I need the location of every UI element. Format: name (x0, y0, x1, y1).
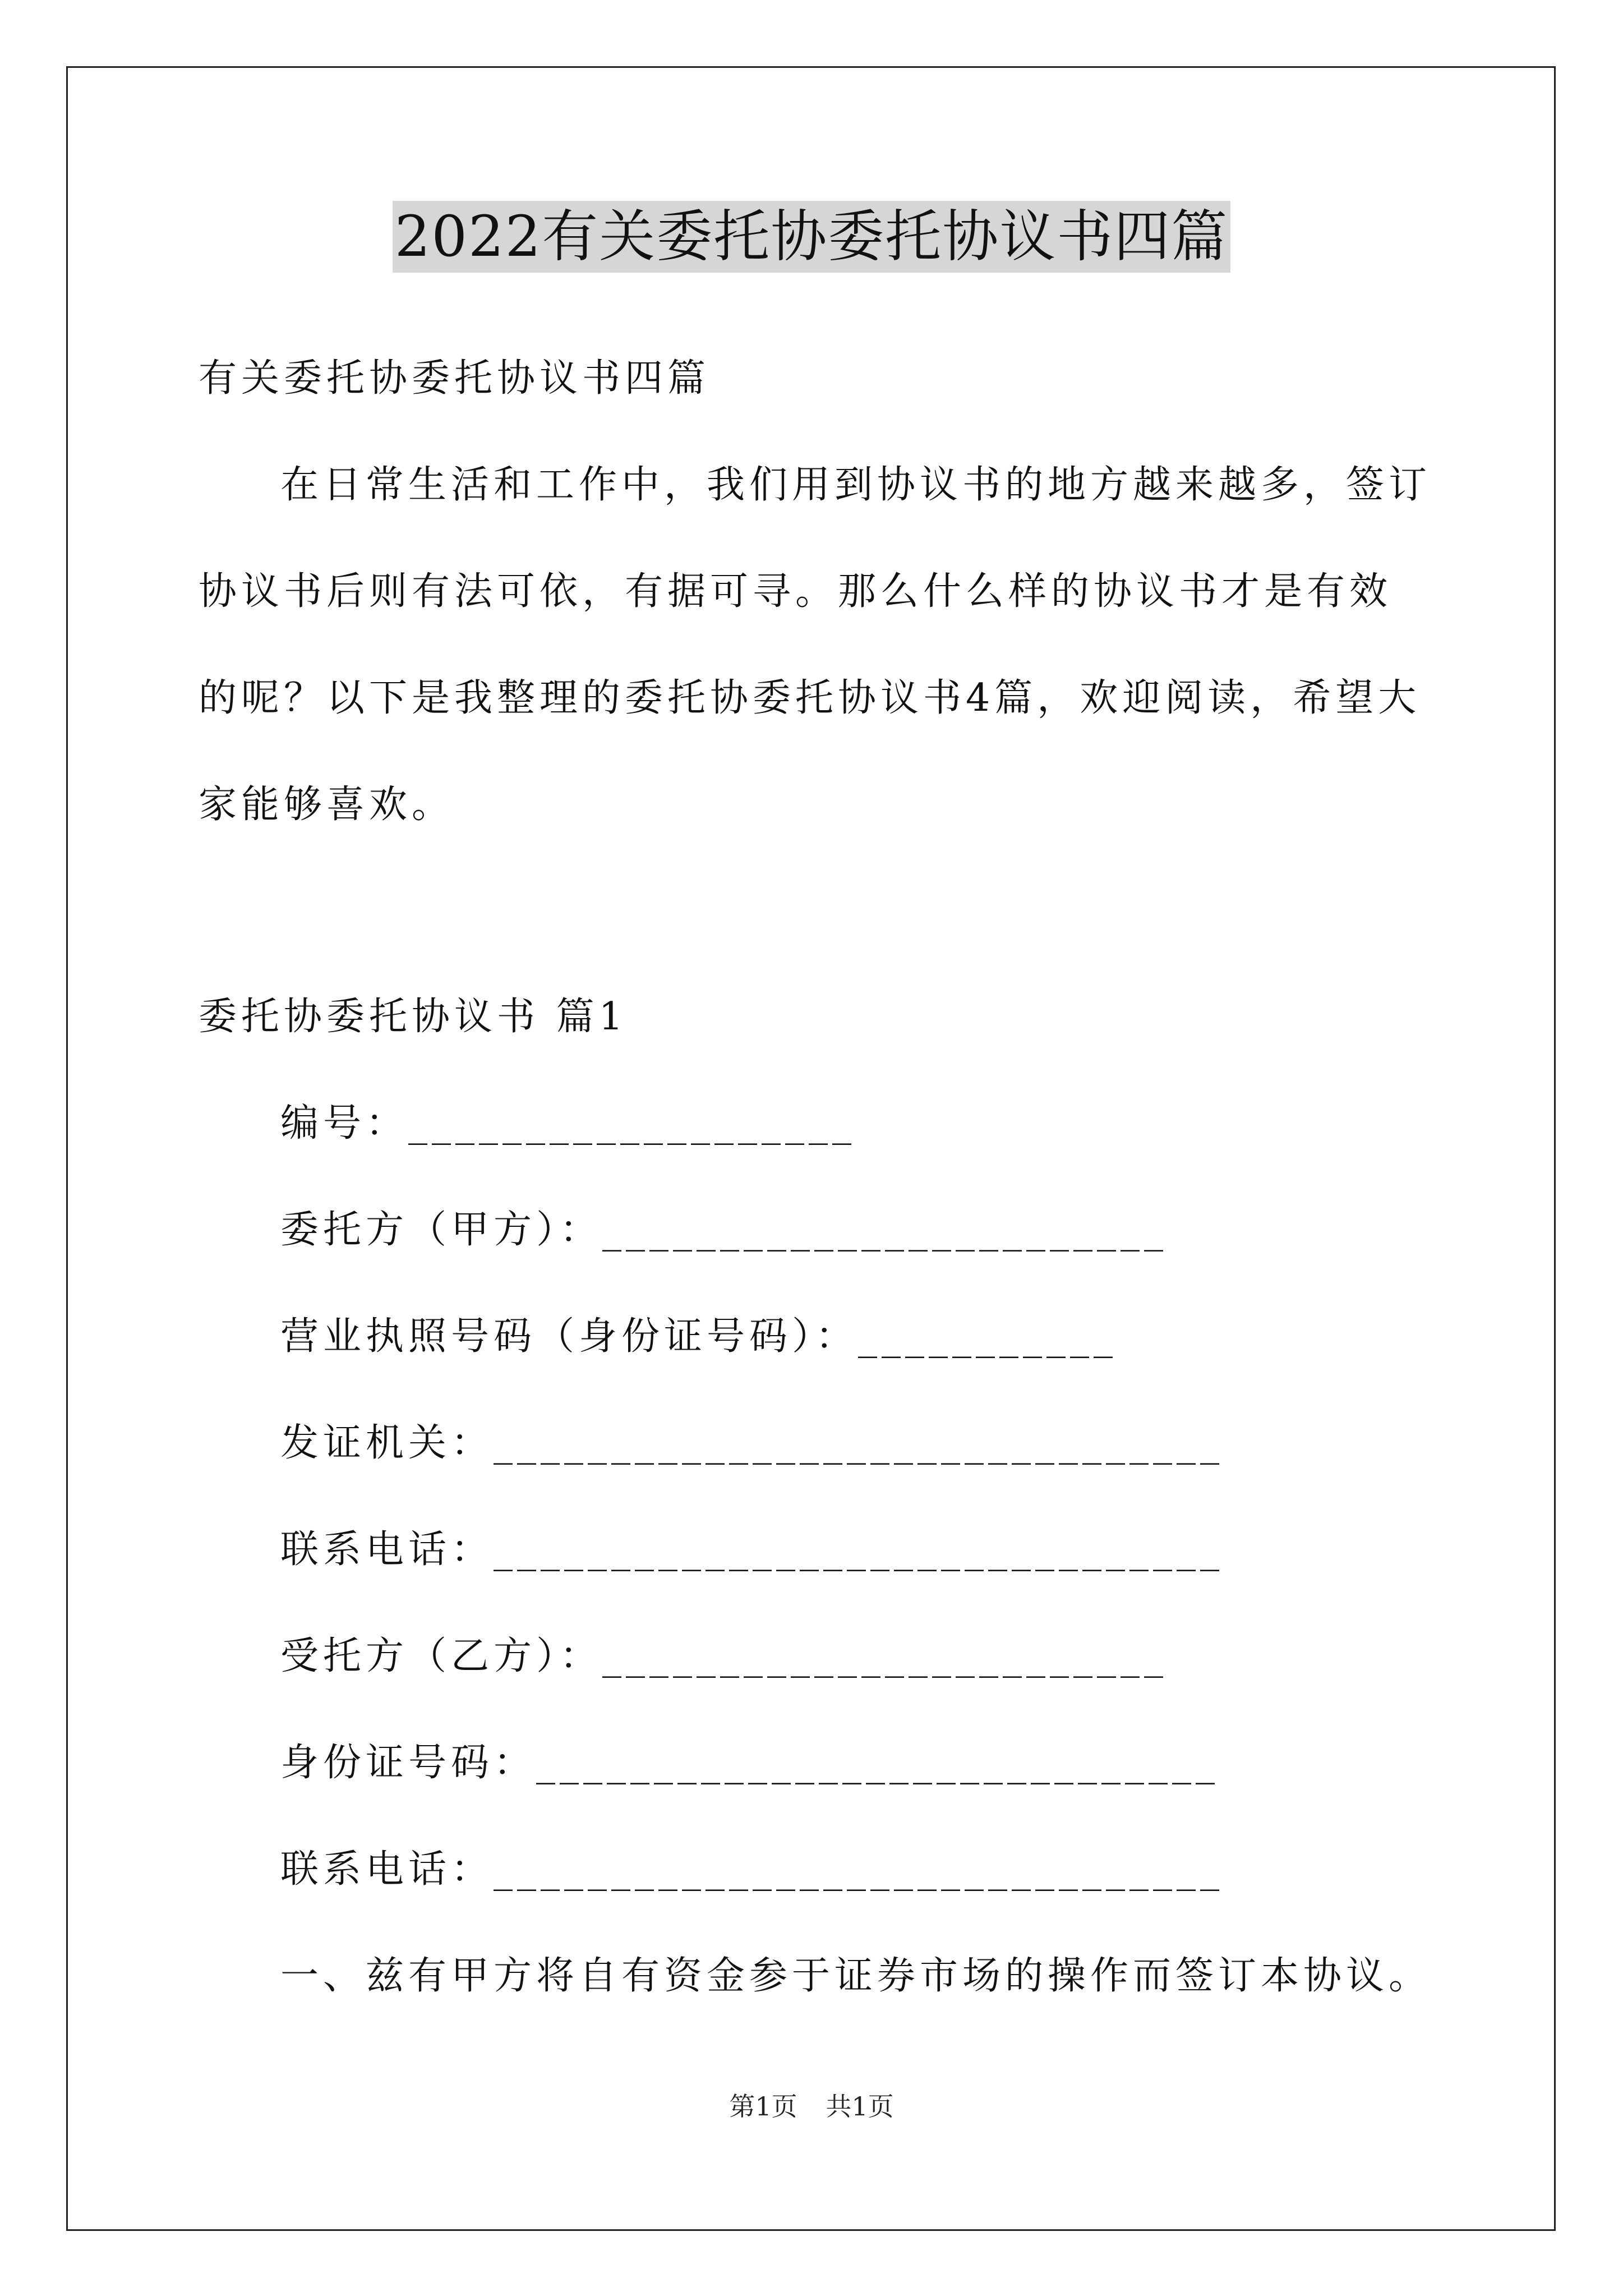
document-title: 2022有关委托协委托协议书四篇 (393, 201, 1231, 273)
field-issuing-authority: 发证机关：_______________________________ (280, 1421, 1224, 1465)
field-trustee-party-b: 受托方（乙方）：________________________ (280, 1634, 1168, 1678)
field-phone-a: 联系电话：_______________________________ (280, 1527, 1224, 1572)
field-id-number: 身份证号码：_____________________________ (280, 1741, 1220, 1785)
page-current: 第1页 (729, 2091, 797, 2122)
field-number: 编号：___________________ (280, 1101, 856, 1145)
clause-1: 一、兹有甲方将自有资金参于证券市场的操作而签订本协议。 (280, 1954, 1432, 1998)
section-heading: 委托协委托协议书 篇1 (199, 995, 628, 1039)
document-subtitle: 有关委托协委托协议书四篇 (199, 356, 711, 401)
page-footer (0, 2090, 1623, 2123)
field-client-party-a: 委托方（甲方）：________________________ (280, 1208, 1168, 1252)
field-phone-b: 联系电话：_______________________________ (280, 1847, 1224, 1892)
intro-paragraph: 在日常生活和工作中，我们用到协议书的地方越来越多，签订协议书后则有法可依，有据可寻。那么什么样的协议书才是有效的呢？以下是我整理的委托协委托协议书4篇，欢迎阅读，希望大家能够喜欢。 (199, 463, 1432, 827)
document-title-wrap (0, 201, 1623, 273)
page-total: 共1页 (826, 2091, 894, 2122)
field-business-license: 营业执照号码（身份证号码）：___________ (280, 1314, 1118, 1359)
